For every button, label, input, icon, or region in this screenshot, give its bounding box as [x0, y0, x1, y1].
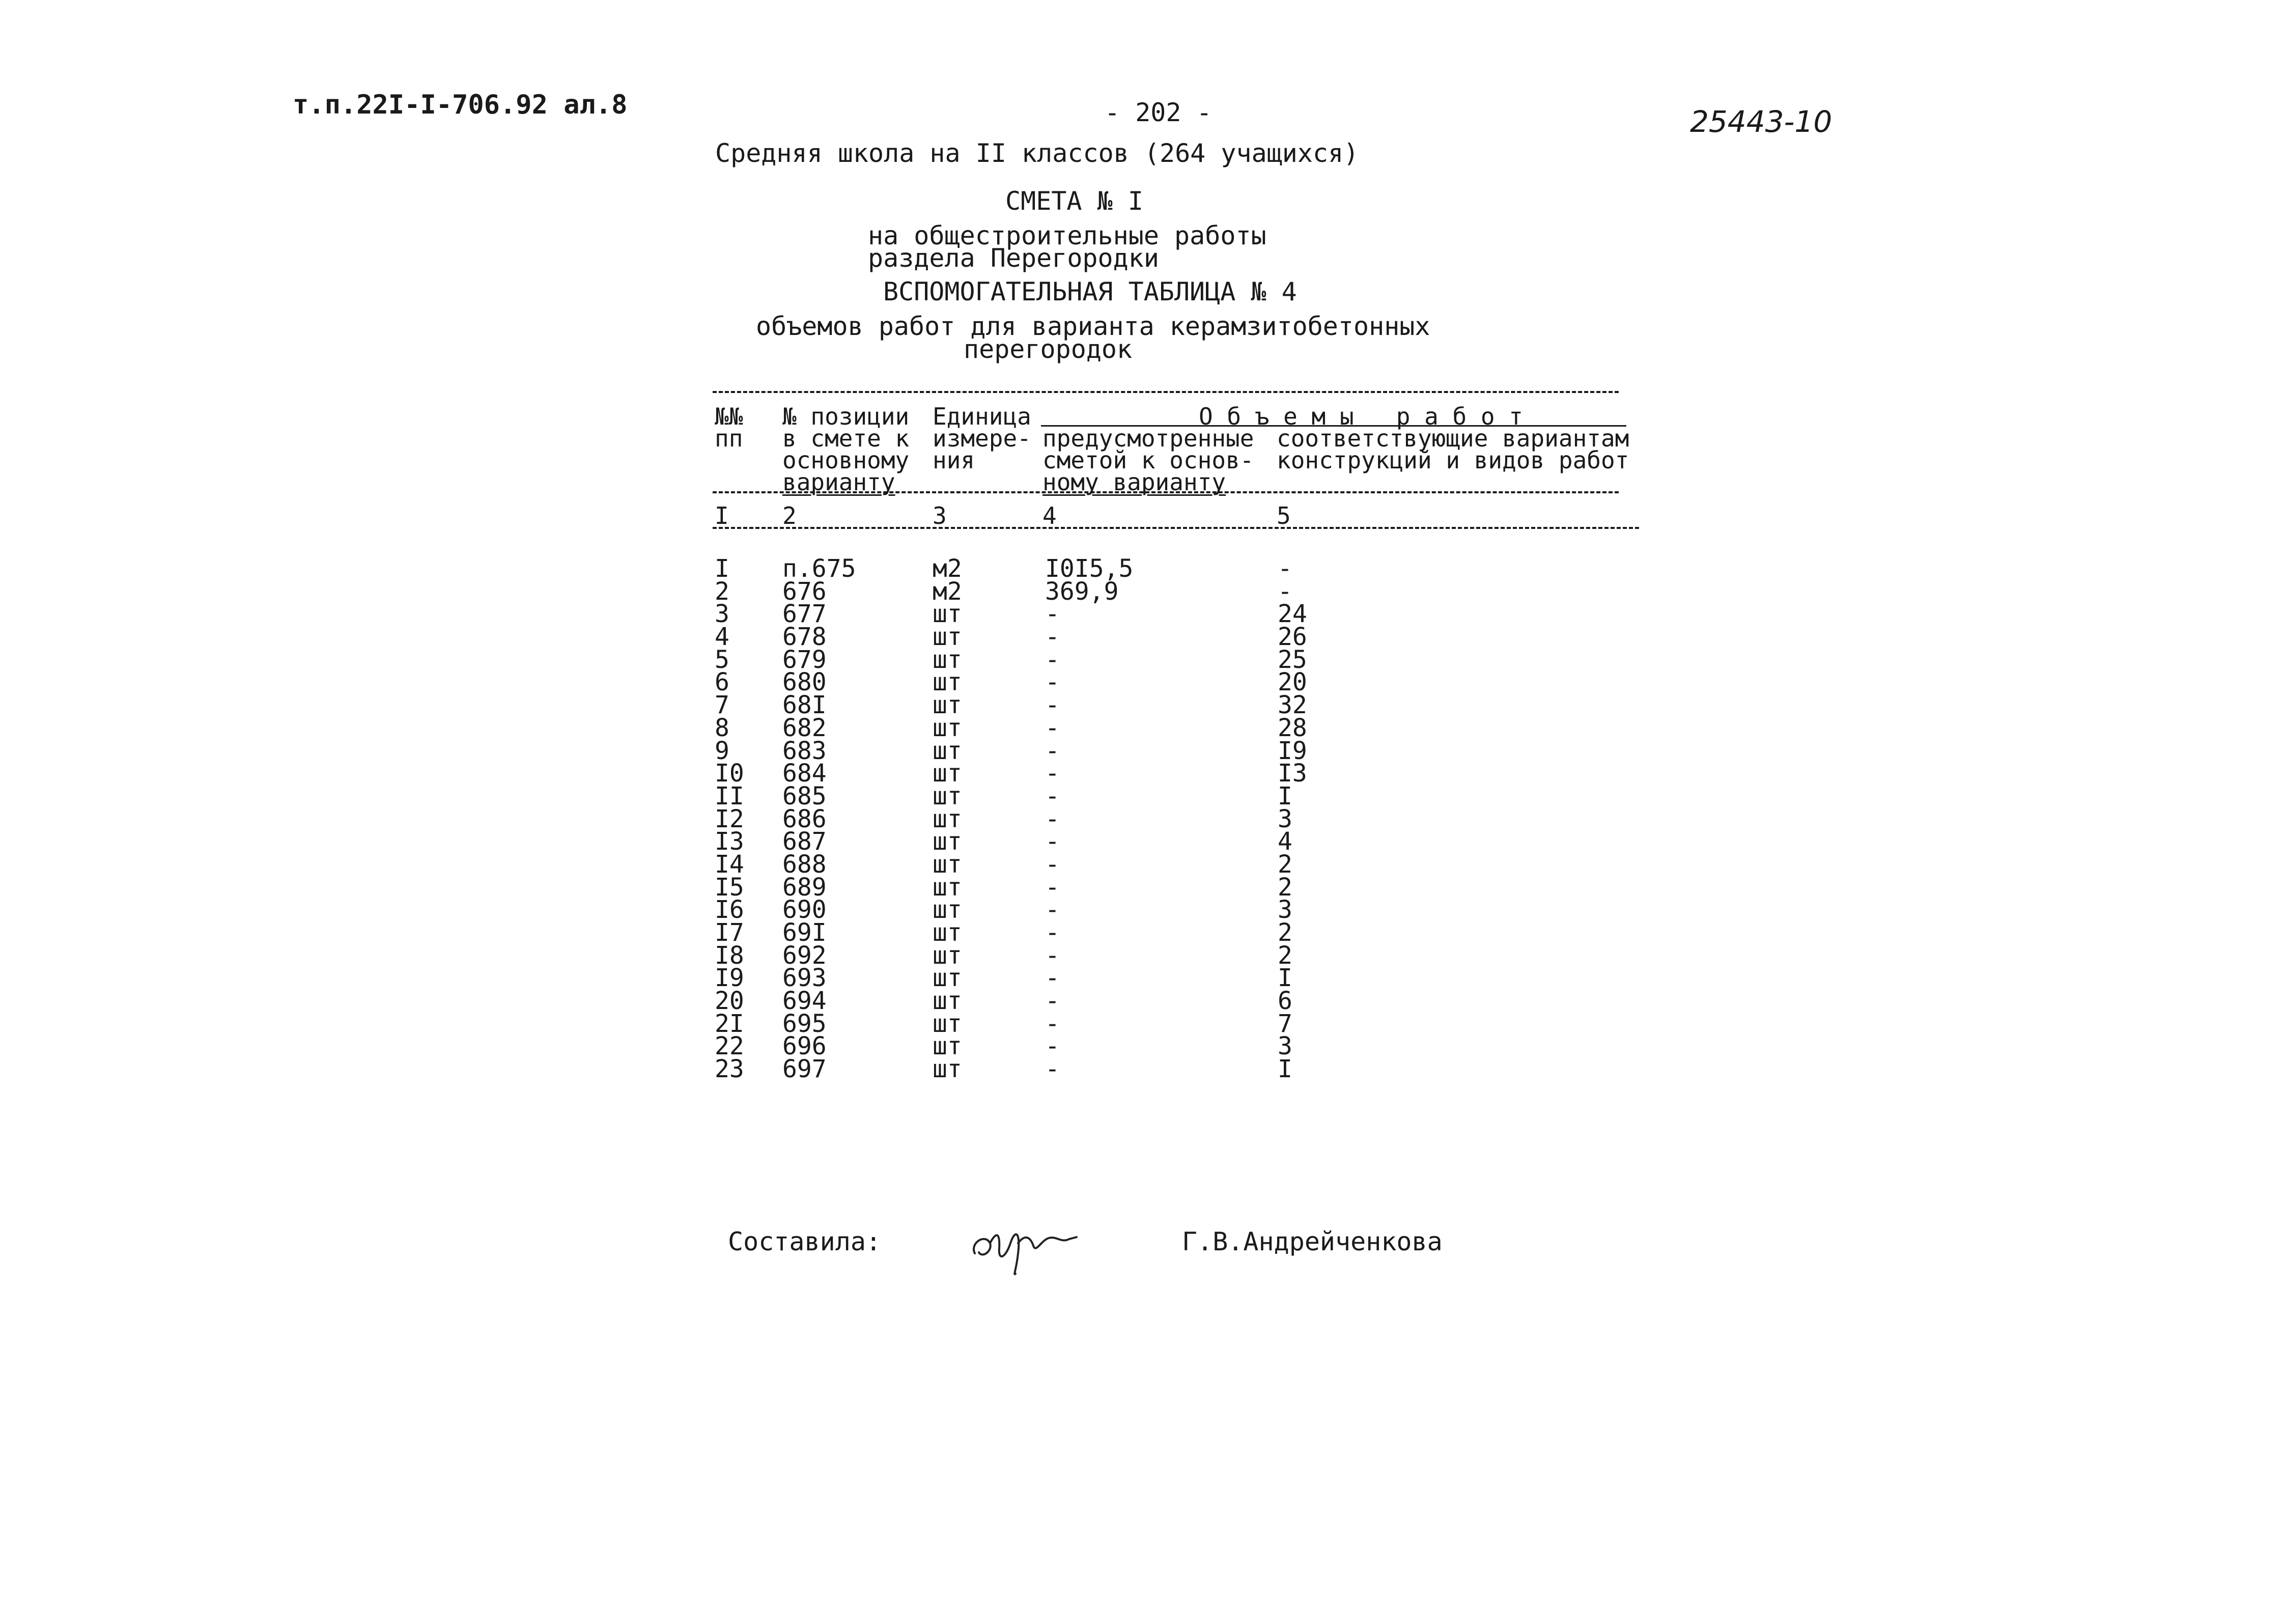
purpose-line-2: перегородок — [964, 334, 1133, 364]
header-col3-line2: измере- — [933, 425, 1031, 452]
base-volume-cell: - — [1045, 781, 1060, 810]
works-line-1: на общестроительные работы — [868, 221, 1266, 250]
unit-cell: шт — [933, 918, 962, 947]
variant-volume-cell: I — [1278, 1055, 1292, 1084]
row-number: 5 — [715, 645, 729, 674]
position-cell: 686 — [782, 804, 827, 833]
row-number: I0 — [715, 759, 744, 788]
header-col1-line1: №№ — [715, 403, 743, 430]
position-cell: 678 — [782, 623, 827, 652]
unit-cell: шт — [933, 623, 962, 652]
school-title: Средняя школа на II классов (264 учащихся) — [715, 138, 1359, 168]
variant-volume-cell: 28 — [1278, 713, 1307, 742]
variant-volume-cell: 6 — [1278, 987, 1292, 1016]
unit-cell: шт — [933, 645, 962, 674]
column-number-4: 4 — [1042, 502, 1057, 529]
row-number: 23 — [715, 1055, 744, 1084]
unit-cell: шт — [933, 1009, 962, 1038]
unit-cell: шт — [933, 804, 962, 833]
unit-cell: шт — [933, 850, 962, 879]
header-col2-line3: основному — [782, 446, 910, 474]
position-cell: 692 — [782, 941, 827, 970]
position-cell: 676 — [782, 577, 827, 606]
position-cell: 680 — [782, 668, 827, 697]
header-col2-line1: № позиции — [782, 403, 910, 430]
variant-volume-cell: 32 — [1278, 691, 1307, 720]
page-number: - 202 - — [1105, 98, 1212, 127]
column-variant-volumes — [1278, 554, 1307, 1084]
position-cell: 689 — [782, 873, 827, 902]
position-cell: 693 — [782, 964, 827, 993]
header-bottom-rule — [713, 491, 1619, 493]
header-col2-line4: варианту — [782, 468, 895, 496]
position-cell: 682 — [782, 713, 827, 742]
unit-cell: шт — [933, 964, 962, 993]
position-cell: 683 — [782, 736, 827, 765]
purpose-line-1: объемов работ для варианта керамзитобетонных — [756, 312, 1430, 341]
base-volume-cell: - — [1045, 1032, 1060, 1061]
works-line-2: раздела Перегородки — [868, 243, 1159, 273]
variant-volume-cell: 4 — [1278, 827, 1292, 856]
variant-volume-cell: - — [1278, 577, 1292, 606]
variant-volume-cell: - — [1278, 554, 1292, 583]
header-col4-line3: ному варианту — [1042, 468, 1226, 496]
variant-volume-cell: 20 — [1278, 668, 1307, 697]
unit-cell: м2 — [933, 577, 962, 606]
column-number-5: 5 — [1277, 502, 1291, 529]
header-col5-line2: конструкций и видов работ — [1277, 446, 1629, 474]
base-volume-cell: - — [1045, 600, 1060, 629]
column-number-2: 2 — [782, 502, 797, 529]
column-base-volumes — [1045, 554, 1134, 1084]
compiler-name: Г.В.Андрейченкова — [1182, 1227, 1443, 1256]
position-cell: 69I — [782, 918, 827, 947]
base-volume-cell: - — [1045, 873, 1060, 902]
position-cell: 677 — [782, 600, 827, 629]
base-volume-cell: - — [1045, 759, 1060, 788]
variant-volume-cell: I — [1278, 964, 1292, 993]
table-top-rule — [713, 391, 1619, 393]
unit-cell: шт — [933, 987, 962, 1016]
position-cell: 694 — [782, 987, 827, 1016]
base-volume-cell: - — [1045, 1009, 1060, 1038]
unit-cell: шт — [933, 668, 962, 697]
row-number: 20 — [715, 987, 744, 1016]
column-units — [933, 554, 962, 1084]
position-cell: п.675 — [782, 554, 856, 583]
unit-cell: шт — [933, 895, 962, 925]
inventory-number: 25443-10 — [1690, 104, 1832, 139]
row-number: II — [715, 781, 744, 810]
base-volume-cell: - — [1045, 987, 1060, 1016]
variant-volume-cell: 3 — [1278, 1032, 1292, 1061]
base-volume-cell: - — [1045, 941, 1060, 970]
base-volume-cell: - — [1045, 668, 1060, 697]
base-volume-cell: - — [1045, 645, 1060, 674]
base-volume-cell: - — [1045, 827, 1060, 856]
header-col1-line2: пп — [715, 425, 743, 452]
signature — [965, 1196, 1082, 1287]
row-number: 6 — [715, 668, 729, 697]
estimate-title: СМЕТА № I — [1005, 186, 1143, 216]
variant-volume-cell: 2 — [1278, 873, 1292, 902]
position-cell: 697 — [782, 1055, 827, 1084]
header-col2-line2: в смете к — [782, 425, 910, 452]
unit-cell: шт — [933, 941, 962, 970]
column-numbers-rule — [713, 527, 1639, 529]
unit-cell: шт — [933, 827, 962, 856]
base-volume-cell: - — [1045, 623, 1060, 652]
header-col5-line1: соответствующие вариантам — [1277, 425, 1629, 452]
position-cell: 696 — [782, 1032, 827, 1061]
row-number: 22 — [715, 1032, 744, 1061]
unit-cell: шт — [933, 600, 962, 629]
compiled-by-label: Составила: — [728, 1227, 882, 1256]
variant-volume-cell: I9 — [1278, 736, 1307, 765]
header-group: О б ъ е м ы р а б о т — [1199, 403, 1523, 430]
header-col4-line2: сметой к основ- — [1042, 446, 1254, 474]
position-cell: 679 — [782, 645, 827, 674]
unit-cell: шт — [933, 1032, 962, 1061]
base-volume-cell: - — [1045, 850, 1060, 879]
position-cell: 690 — [782, 895, 827, 925]
row-number: 9 — [715, 736, 729, 765]
variant-volume-cell: 3 — [1278, 804, 1292, 833]
row-number: I2 — [715, 804, 744, 833]
unit-cell: шт — [933, 691, 962, 720]
unit-cell: шт — [933, 1055, 962, 1084]
base-volume-cell: 369,9 — [1045, 577, 1119, 606]
base-volume-cell: - — [1045, 713, 1060, 742]
unit-cell: шт — [933, 759, 962, 788]
position-cell: 684 — [782, 759, 827, 788]
row-number: I7 — [715, 918, 744, 947]
position-cell: 687 — [782, 827, 827, 856]
row-number: I6 — [715, 895, 744, 925]
base-volume-cell: - — [1045, 964, 1060, 993]
header-col4-line1: предусмотренные — [1042, 425, 1254, 452]
row-number: 2I — [715, 1009, 744, 1038]
unit-cell: м2 — [933, 554, 962, 583]
document-code: т.п.22I-I-706.92 ал.8 — [293, 90, 628, 120]
base-volume-cell: - — [1045, 918, 1060, 947]
column-row-numbers — [715, 554, 744, 1084]
position-cell: 685 — [782, 781, 827, 810]
row-number: 2 — [715, 577, 729, 606]
row-number: I3 — [715, 827, 744, 856]
base-volume-cell: I0I5,5 — [1045, 554, 1134, 583]
base-volume-cell: - — [1045, 804, 1060, 833]
row-number: 3 — [715, 600, 729, 629]
variant-volume-cell: I3 — [1278, 759, 1307, 788]
row-number: 7 — [715, 691, 729, 720]
column-number-1: I — [715, 502, 729, 529]
row-number: I9 — [715, 964, 744, 993]
row-number: 4 — [715, 623, 729, 652]
variant-volume-cell: 26 — [1278, 623, 1307, 652]
variant-volume-cell: 2 — [1278, 850, 1292, 879]
unit-cell: шт — [933, 873, 962, 902]
header-col3-line1: Единица — [933, 403, 1031, 430]
variant-volume-cell: 25 — [1278, 645, 1307, 674]
aux-table-title: ВСПОМОГАТЕЛЬНАЯ ТАБЛИЦА № 4 — [883, 277, 1297, 306]
base-volume-cell: - — [1045, 736, 1060, 765]
column-number-3: 3 — [933, 502, 947, 529]
row-number: I — [715, 554, 729, 583]
base-volume-cell: - — [1045, 1055, 1060, 1084]
base-volume-cell: - — [1045, 691, 1060, 720]
position-cell: 688 — [782, 850, 827, 879]
header-col3-line3: ния — [933, 446, 975, 474]
variant-volume-cell: 3 — [1278, 895, 1292, 925]
column-positions — [782, 554, 856, 1084]
unit-cell: шт — [933, 713, 962, 742]
position-cell: 68I — [782, 691, 827, 720]
variant-volume-cell: 7 — [1278, 1009, 1292, 1038]
row-number: I5 — [715, 873, 744, 902]
unit-cell: шт — [933, 736, 962, 765]
row-number: I8 — [715, 941, 744, 970]
variant-volume-cell: 2 — [1278, 941, 1292, 970]
variant-volume-cell: 2 — [1278, 918, 1292, 947]
row-number: 8 — [715, 713, 729, 742]
variant-volume-cell: I — [1278, 781, 1292, 810]
unit-cell: шт — [933, 781, 962, 810]
base-volume-cell: - — [1045, 895, 1060, 925]
row-number: I4 — [715, 850, 744, 879]
position-cell: 695 — [782, 1009, 827, 1038]
variant-volume-cell: 24 — [1278, 600, 1307, 629]
